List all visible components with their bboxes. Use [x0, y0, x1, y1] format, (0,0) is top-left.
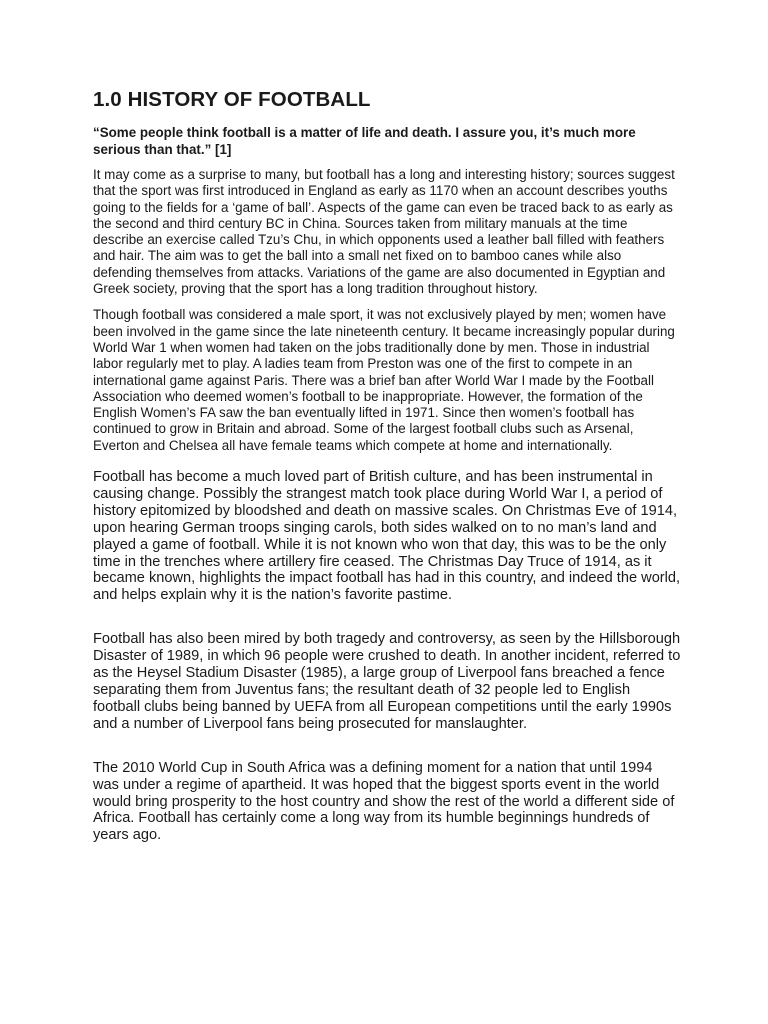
paragraph-world-cup-2010: The 2010 World Cup in South Africa was a defining moment for a nation that until 1994 was under a regime of apartheid. It was hoped that the biggest sports event in the world would bring prosperity to the host country and show the rest of the world a different side of Africa. Football has certainly come a long way from its humble beginnings hundreds of years ago.: [93, 759, 675, 844]
opening-quote: “Some people think football is a matter of life and death. I assure you, it’s much more serious than that.” [1]: [93, 125, 636, 157]
paragraph-origins: It may come as a surprise to many, but football has a long and interesting history; sources suggest that the sport was first introduced in England as early as 1170 when an account describes youths going to the fields for a ‘game of ball’. Aspects of the game can even be traced back to as early as the second and third century BC in China. Sources taken from military manuals at the time describe an exercise called Tzu’s Chu, in which opponents used a leather ball filled with feathers and hair. The aim was to get the ball into a small net fixed on to bamboo canes while also defending themselves from attacks. Variations of the game are also documented in Egyptian and Greek society, proving that the sport has a long tradition throughout history.: [93, 167, 675, 297]
document-title: 1.0 HISTORY OF FOOTBALL: [93, 88, 371, 111]
paragraph-womens-football: Though football was considered a male sport, it was not exclusively played by men; women have been involved in the game since the late nineteenth century. It became increasingly popular during World War 1 when women had taken on the jobs traditionally done by men. Those in industrial labor regularly met to play. A ladies team from Preston was one of the first to compete in an international game against Paris. There was a brief ban after World War I made by the Football Association who deemed women’s football to be inappropriate. However, the formation of the English Women’s FA saw the ban eventually lifted in 1971. Since then women’s football has continued to grow in Britain and abroad. Some of the largest football clubs such as Arsenal, Everton and Chelsea all have female teams which compete at home and internationally.: [93, 307, 675, 453]
paragraph-christmas-truce: Football has become a much loved part of British culture, and has been instrumental in causing change. Possibly the strangest match took place during World War I, a period of history epitomized by bloodshed and death on massive scales. On Christmas Eve of 1914, upon hearing German troops singing carols, both sides walked on to no man’s land and played a game of football. While it is not known who won that day, this was to be the only time in the trenches where artillery fire ceased. The Christmas Day Truce of 1914, as it became known, highlights the impact football has had in this country, and indeed the world, and helps explain why it is the nation’s favorite pastime.: [93, 469, 681, 604]
paragraph-tragedy-controversy: Football has also been mired by both tragedy and controversy, as seen by the Hillsborough Disaster of 1989, in which 96 people were crushed to death. In another incident, referred to as the Heysel Stadium Disaster (1985), a large group of Liverpool fans breached a fence separating them from Juventus fans; the resultant death of 32 people led to English football clubs being banned by UEFA from all European competitions until the early 1990s and a number of Liverpool fans being prosecuted for manslaughter.: [93, 631, 681, 732]
document-page: [93, 88, 681, 871]
